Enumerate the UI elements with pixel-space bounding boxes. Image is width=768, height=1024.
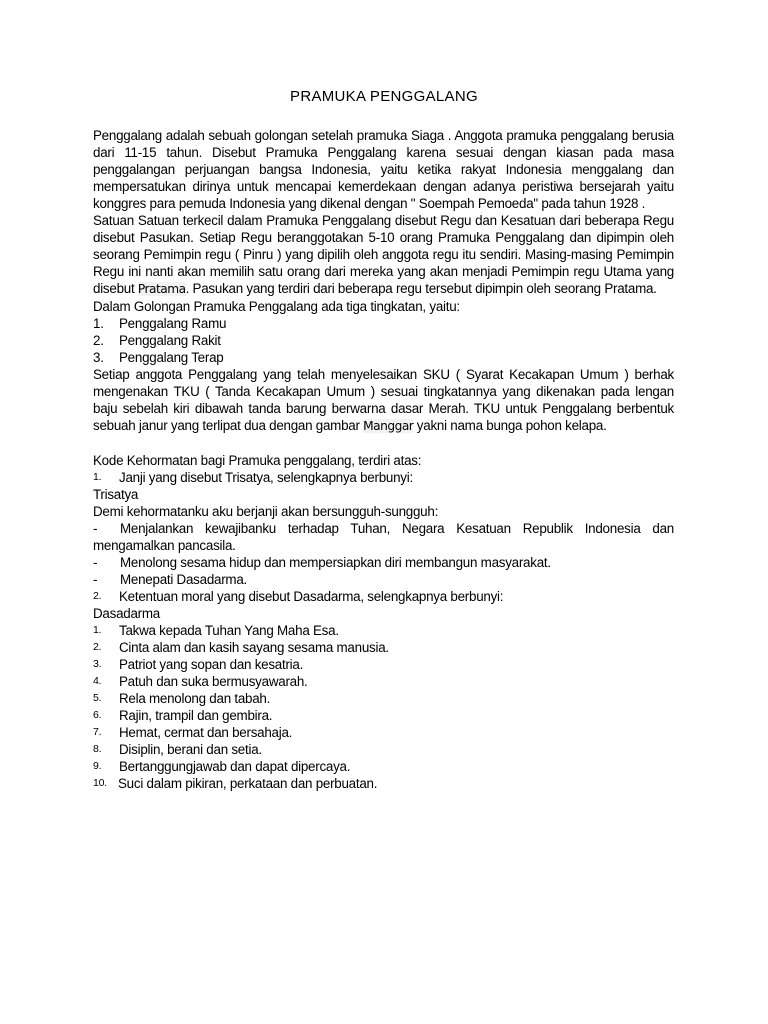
blank-line <box>93 435 674 452</box>
dasadarma-item-3 <box>93 656 674 673</box>
list-text: Menepati Dasadarma. <box>120 572 247 587</box>
highlight-manggar: Manggar <box>363 419 414 433</box>
list-text: Penggalang Ramu <box>119 316 227 331</box>
dasadarma-item-1 <box>93 622 674 639</box>
trisatya-item-2 <box>93 554 674 571</box>
levels-intro: Dalam Golongan Pramuka Penggalang ada tiga tingkatan, yaitu: <box>93 299 460 314</box>
list-text: Janji yang disebut Trisatya, selengkapnya berbunyi: <box>119 470 413 485</box>
dasadarma-item-9 <box>93 758 674 775</box>
paragraph-intro: Penggalang adalah sebuah golongan setelah pramuka Siaga . Anggota pramuka penggalang berusia dari 11-15 tahun. Disebut Pramuka Penggalang karena sesuai dengan kiasan pada masa penggalangan perjuangan bangsa Indonesia, yaitu ketika rakyat Indonesia menggalang dan mempersatukan dirinya untuk mencapai kemerdekaan dengan adanya peristiwa bersejarah yaitu konggres para pemuda Indonesia yang dikenal dengan " Soempah Pemoeda" pada tahun 1928 . <box>93 128 674 211</box>
document-body <box>93 127 674 792</box>
list-number: 6. <box>93 709 102 721</box>
kode-item-1 <box>93 469 674 486</box>
list-number: 1. <box>93 471 102 483</box>
bullet-dash: - <box>93 572 98 587</box>
list-number: 3. <box>93 350 104 365</box>
list-number: 5. <box>93 692 102 704</box>
paragraph-satuan <box>93 212 674 298</box>
list-text: Suci dalam pikiran, perkataan dan perbuatan. <box>118 776 378 791</box>
list-number: 2. <box>93 641 102 653</box>
list-text: Takwa kepada Tuhan Yang Maha Esa. <box>119 623 339 638</box>
document-title: PRAMUKA PENGGALANG <box>290 88 478 105</box>
dasadarma-item-4 <box>93 673 674 690</box>
trisatya-intro: Demi kehormatanku aku berjanji akan bersungguh-sungguh: <box>93 504 439 519</box>
list-item-level-2 <box>93 332 674 349</box>
list-text: Ketentuan moral yang disebut Dasadarma, selengkapnya berbunyi: <box>119 589 504 604</box>
trisatya-item-1 <box>93 520 674 554</box>
list-number: 3. <box>93 658 102 670</box>
list-number: 10. <box>93 777 107 789</box>
kode-item-2 <box>93 588 674 605</box>
trisatya-item-1-line <box>93 520 674 537</box>
paragraph-satuan-text: Satuan Satuan terkecil dalam Pramuka Penggalang disebut Regu dan Kesatuan dari beberapa Regu disebut Pasukan. Setiap Regu beranggotakan 5-10 orang Pramuka Penggalang dan dipimpin oleh seorang Pemimpin regu ( Pinru ) yang dipilih oleh anggota regu itu sendiri. Masing-masing Pemimpin Regu ini nanti akan memilih satu orang dari mereka yang akan menjadi Pemimpin regu Utama yang disebut <box>93 213 674 296</box>
dasadarma-item-6 <box>93 707 674 724</box>
dasadarma-item-8 <box>93 741 674 758</box>
list-number: 4. <box>93 675 102 687</box>
highlight-pratama: Pratama <box>137 282 186 296</box>
dasadarma-item-2 <box>93 639 674 656</box>
paragraph-tku-text-end: yakni nama bunga pohon kelapa. <box>413 418 607 433</box>
list-number: 9. <box>93 760 102 772</box>
list-text-continued: mengamalkan pancasila. <box>93 538 236 553</box>
dasadarma-item-10 <box>93 775 674 792</box>
list-item-level-1 <box>93 315 674 332</box>
list-number: 1. <box>93 316 104 331</box>
list-number: 1. <box>93 624 102 636</box>
list-text: Rajin, trampil dan gembira. <box>119 708 273 723</box>
list-item-level-3 <box>93 349 674 366</box>
list-text: Disiplin, berani dan setia. <box>119 742 262 757</box>
dasadarma-item-5 <box>93 690 674 707</box>
dasadarma-title: Dasadarma <box>93 606 160 621</box>
list-number: 2. <box>93 333 104 348</box>
list-text: Penggalang Rakit <box>119 333 221 348</box>
list-text: Menolong sesama hidup dan mempersiapkan diri membangun masyarakat. <box>120 555 551 570</box>
list-number: 8. <box>93 743 102 755</box>
list-text: Rela menolong dan tabah. <box>119 691 271 706</box>
list-text: Bertanggungjawab dan dapat dipercaya. <box>119 759 351 774</box>
list-number: 7. <box>93 726 102 738</box>
list-text: Patuh dan suka bermusyawarah. <box>119 674 308 689</box>
trisatya-title: Trisatya <box>93 487 139 502</box>
paragraph-satuan-text-end: . Pasukan yang terdiri dari beberapa regu tersebut dipimpin oleh seorang Pratama. <box>185 281 657 296</box>
list-text: Hemat, cermat dan bersahaja. <box>119 725 293 740</box>
bullet-dash: - <box>93 555 98 570</box>
list-text: Cinta alam dan kasih sayang sesama manusia. <box>119 640 389 655</box>
kode-intro: Kode Kehormatan bagi Pramuka penggalang, terdiri atas: <box>93 453 422 468</box>
list-number: 2. <box>93 590 102 602</box>
trisatya-item-3 <box>93 571 674 588</box>
dasadarma-item-7 <box>93 724 674 741</box>
list-text: Menjalankan kewajibanku terhadap Tuhan, Negara Kesatuan Republik Indonesia dan <box>120 521 674 536</box>
list-text: Patriot yang sopan dan kesatria. <box>119 657 304 672</box>
paragraph-tku-text: Setiap anggota Penggalang yang telah menyelesaikan SKU ( Syarat Kecakapan Umum ) berhak mengenakan TKU ( Tanda Kecakapan Umum ) sesuai tingkatannya yang dikenakan pada lengan baju sebelah kiri dibawah tanda barung berwarna dasar Merah. TKU untuk Penggalang berbentuk sebuah janur yang terlipat dua dengan gambar <box>93 367 674 433</box>
paragraph-tku <box>93 366 674 435</box>
bullet-dash: - <box>93 521 98 536</box>
list-text: Penggalang Terap <box>119 350 224 365</box>
